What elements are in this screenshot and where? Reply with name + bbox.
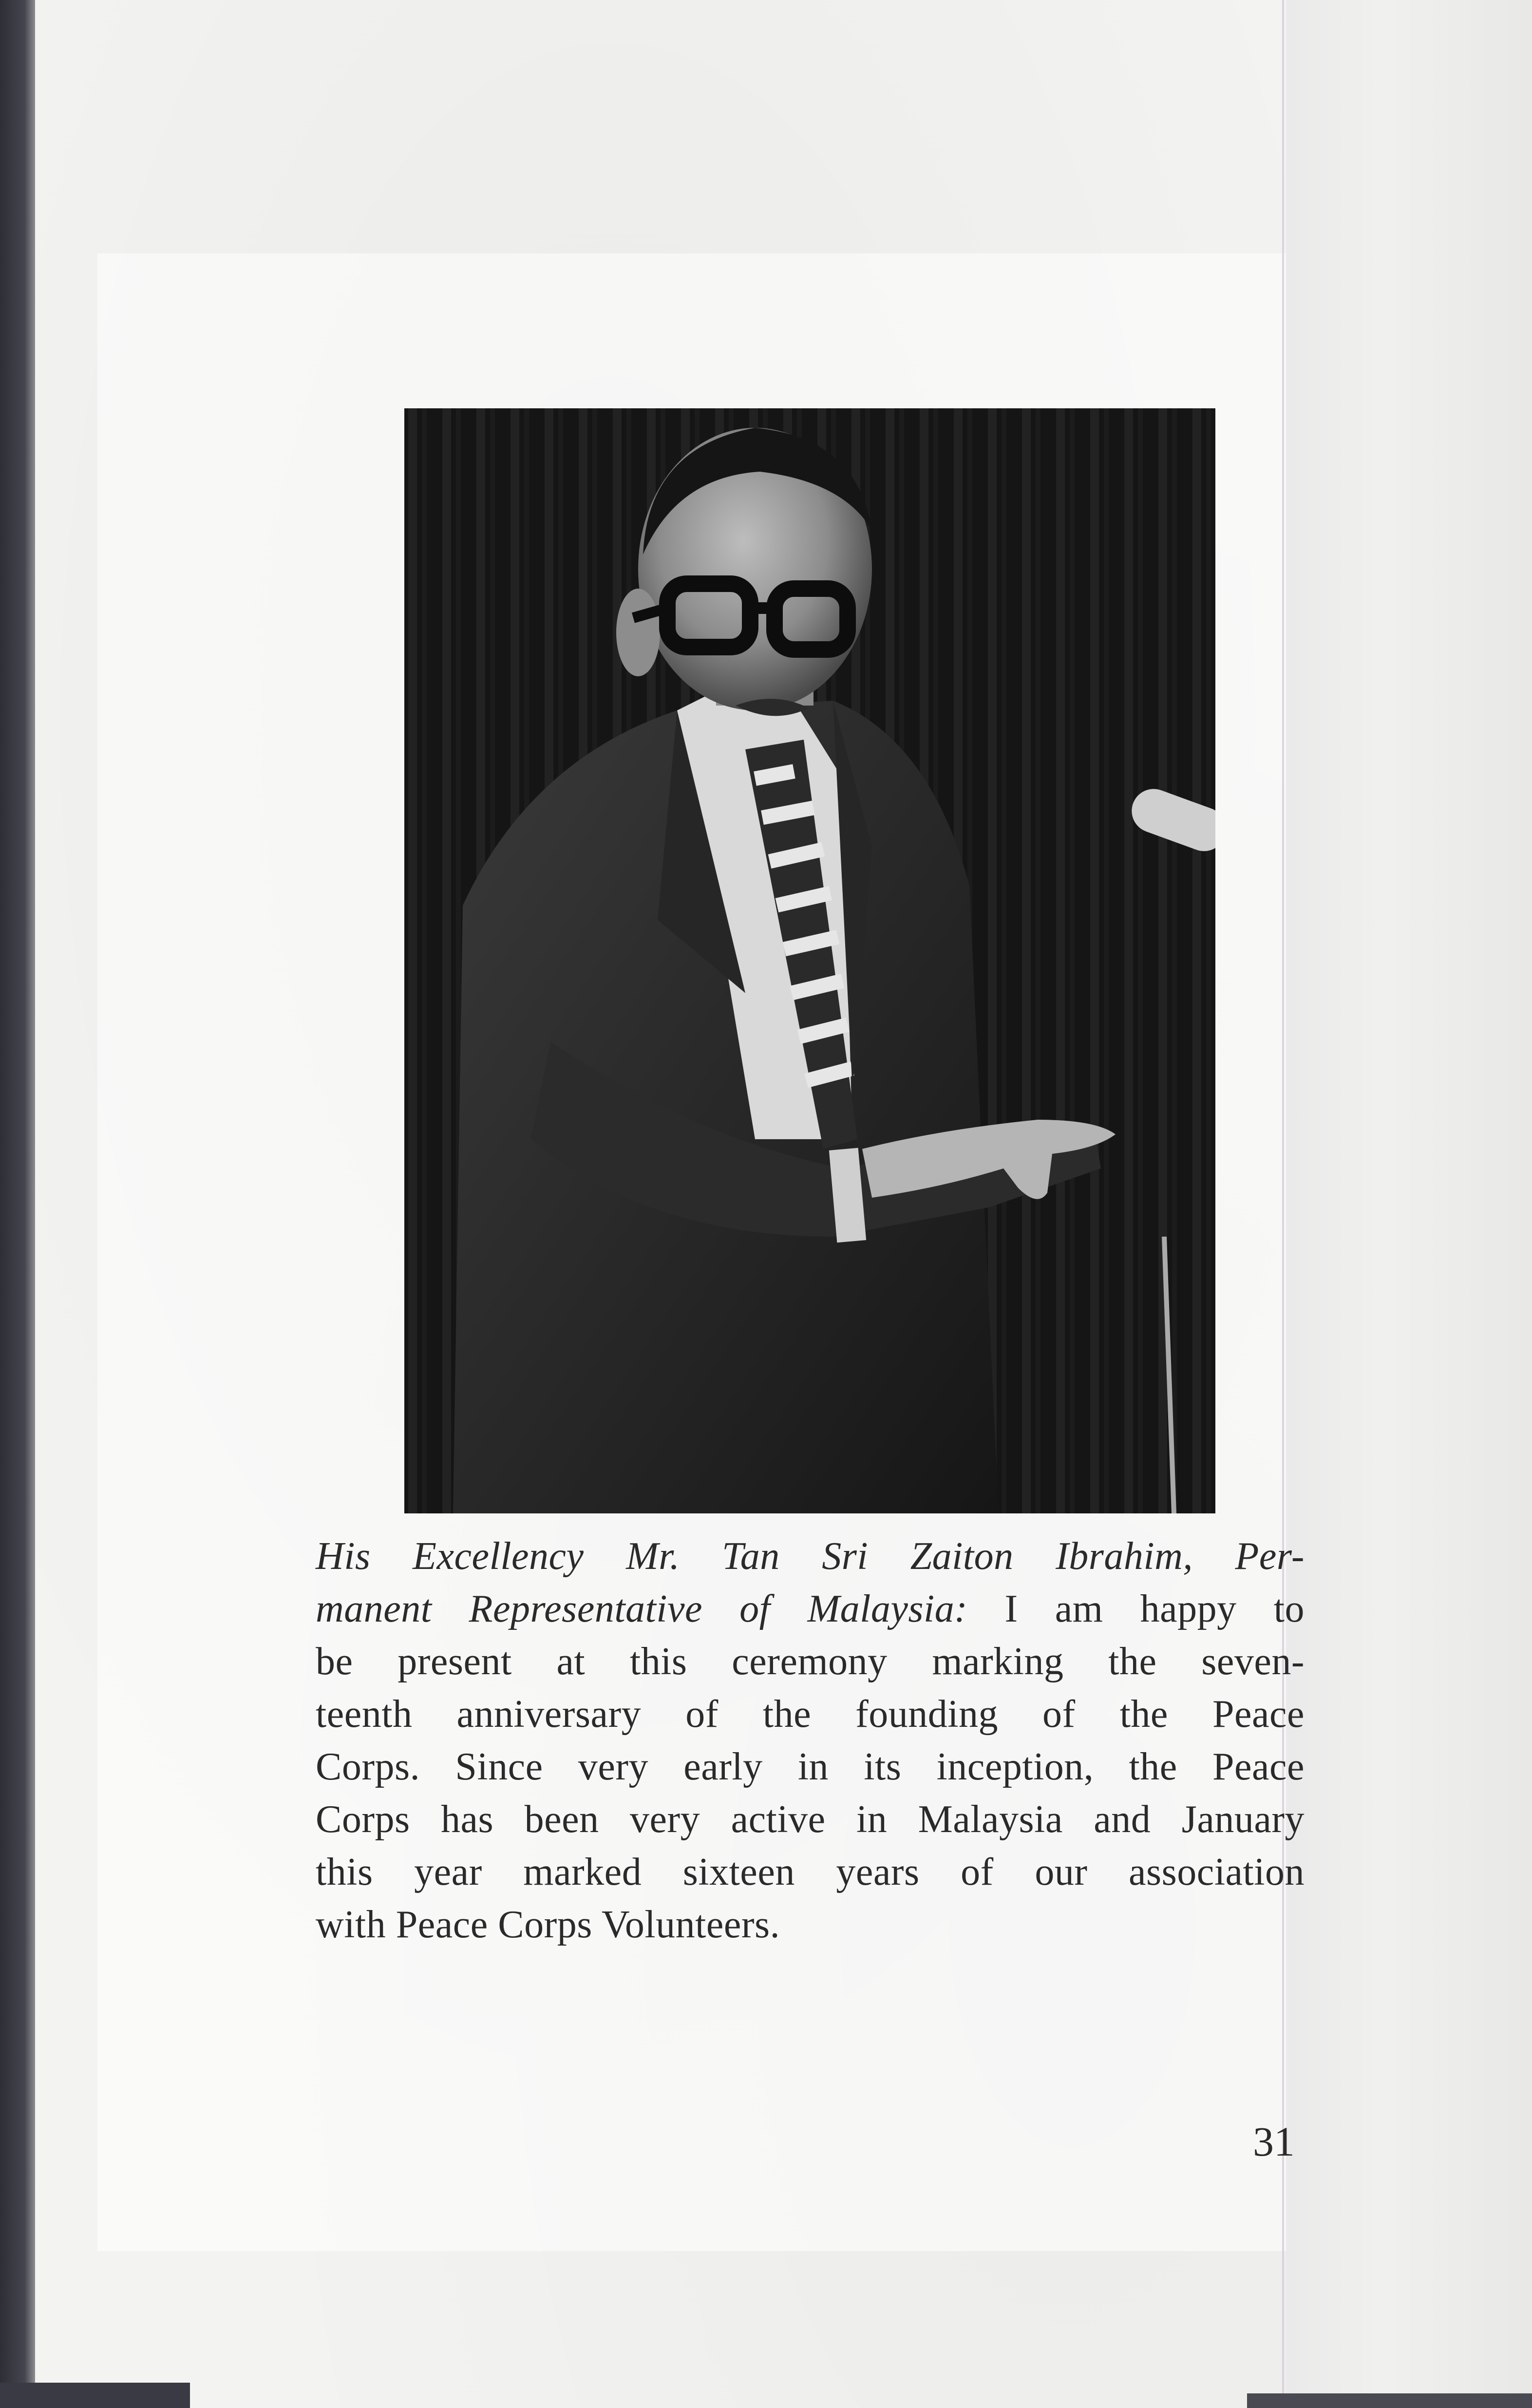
speaker-photograph (404, 408, 1215, 1513)
caption-line-1 (316, 1530, 1305, 1583)
speaker-name: His Excellency Mr. Tan Sri Zaiton Ibrahim, Per- (316, 1535, 1305, 1578)
scan-left-edge (0, 0, 35, 2408)
speaker-photograph-image (404, 408, 1215, 1513)
photo-caption (316, 1530, 1305, 1951)
caption-line-4: teenth anniversary of the founding of the Peace (316, 1693, 1305, 1736)
caption-line-5: Corps. Since very early in its inception, the Peace (316, 1745, 1305, 1788)
caption-line-6: Corps has been very active in Malaysia and January (316, 1798, 1305, 1841)
caption-text-2: I am happy to (1004, 1587, 1305, 1630)
speaker-title: manent Representative of Malaysia: (316, 1587, 968, 1630)
caption-line-2 (316, 1583, 1305, 1635)
caption-line-3: be present at this ceremony marking the seven- (316, 1640, 1305, 1683)
scan-bottom-edge-left (0, 2383, 190, 2408)
adjacent-page-strip (1286, 0, 1532, 2408)
page-number: 31 (1253, 2118, 1295, 2165)
caption-line-8: with Peace Corps Volunteers. (316, 1903, 780, 1946)
page-fold-line (1282, 0, 1284, 2408)
caption-line-7: this year marked sixteen years of our association (316, 1851, 1305, 1893)
scan-bottom-edge-right (1247, 2393, 1532, 2408)
